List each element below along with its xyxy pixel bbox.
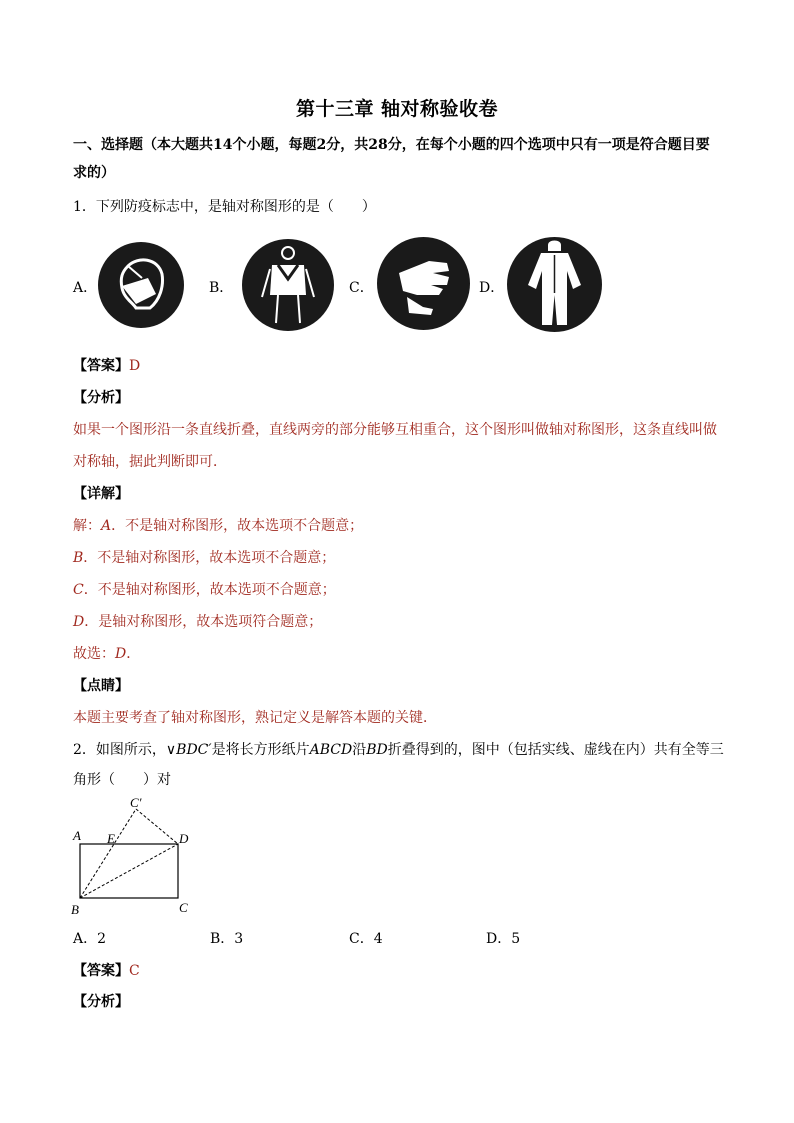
q1-detail-line1: 解：A．不是轴对称图形，故本选项不合题意； — [73, 518, 364, 534]
label-d: D — [179, 831, 189, 846]
label-c: C — [179, 900, 188, 915]
q1-stem: 1．下列防疫标志中，是轴对称图形的是（ ） — [73, 199, 376, 215]
hand-glove-icon — [377, 237, 470, 330]
q1-detail-line3: C．不是轴对称图形，故本选项不合题意； — [73, 582, 336, 598]
q1-analysis-line1: 如果一个图形沿一条直线折叠，直线两旁的部分能够互相重合，这个图形叫做轴对称图形，这条直线叫做 — [73, 422, 717, 438]
q1-detail-line4: D．是轴对称图形，故本选项符合题意； — [73, 614, 323, 630]
q2-option-a: A．2 — [73, 931, 107, 947]
label-b: B — [71, 902, 79, 917]
q2-option-c: C．4 — [349, 931, 383, 947]
q1-comment: 本题主要考查了轴对称图形，熟记定义是解答本题的关键． — [73, 710, 437, 726]
q1-detail-line2: B．不是轴对称图形，故本选项不合题意； — [73, 550, 336, 566]
label-a: A — [73, 828, 81, 843]
diagonal-bd — [80, 844, 178, 898]
section-heading-line2: 求的） — [73, 165, 115, 181]
q1-comment-tag: 【点睛】 — [73, 678, 129, 694]
q1-option-d-label: D． — [479, 280, 505, 296]
q2-analysis-tag: 【分析】 — [73, 994, 129, 1010]
protective-suit-icon — [507, 237, 602, 332]
vest-person-icon — [242, 239, 334, 331]
q2-answer: 【答案】C — [73, 963, 140, 979]
q1-option-c-label: C． — [349, 280, 374, 296]
label-c-prime: C′ — [130, 796, 142, 810]
q1-detail-tag: 【详解】 — [73, 486, 129, 502]
page-title: 第十三章 轴对称验收卷 — [295, 98, 499, 120]
q1-option-b-label: B． — [209, 280, 234, 296]
q1-analysis-line2: 对称轴，据此判断即可． — [73, 454, 227, 470]
folded-rectangle-figure — [66, 796, 206, 920]
q2-option-d: D．5 — [486, 931, 521, 947]
label-e: E — [107, 831, 115, 846]
q1-analysis-tag: 【分析】 — [73, 390, 129, 406]
q1-option-a-label: A． — [73, 280, 98, 296]
mask-face-icon — [98, 242, 184, 328]
q2-stem-line1: 2．如图所示，∨BDC′是将长方形纸片ABCD沿BD折叠得到的，图中（包括实线、虚线在内）共有全等三 — [73, 742, 724, 758]
q1-answer: 【答案】D — [73, 358, 141, 374]
section-heading-line1: 一、选择题（本大题共14个小题，每题2分，共28分，在每个小题的四个选项中只有一项是符合题目要 — [73, 137, 710, 153]
fold-line-bc-prime — [80, 809, 136, 898]
q1-choose-line: 故选：D． — [73, 646, 141, 662]
fold-line-c-prime-d — [136, 809, 178, 844]
q2-option-b: B．3 — [210, 931, 244, 947]
q2-stem-line2: 角形（ ）对 — [73, 772, 171, 788]
